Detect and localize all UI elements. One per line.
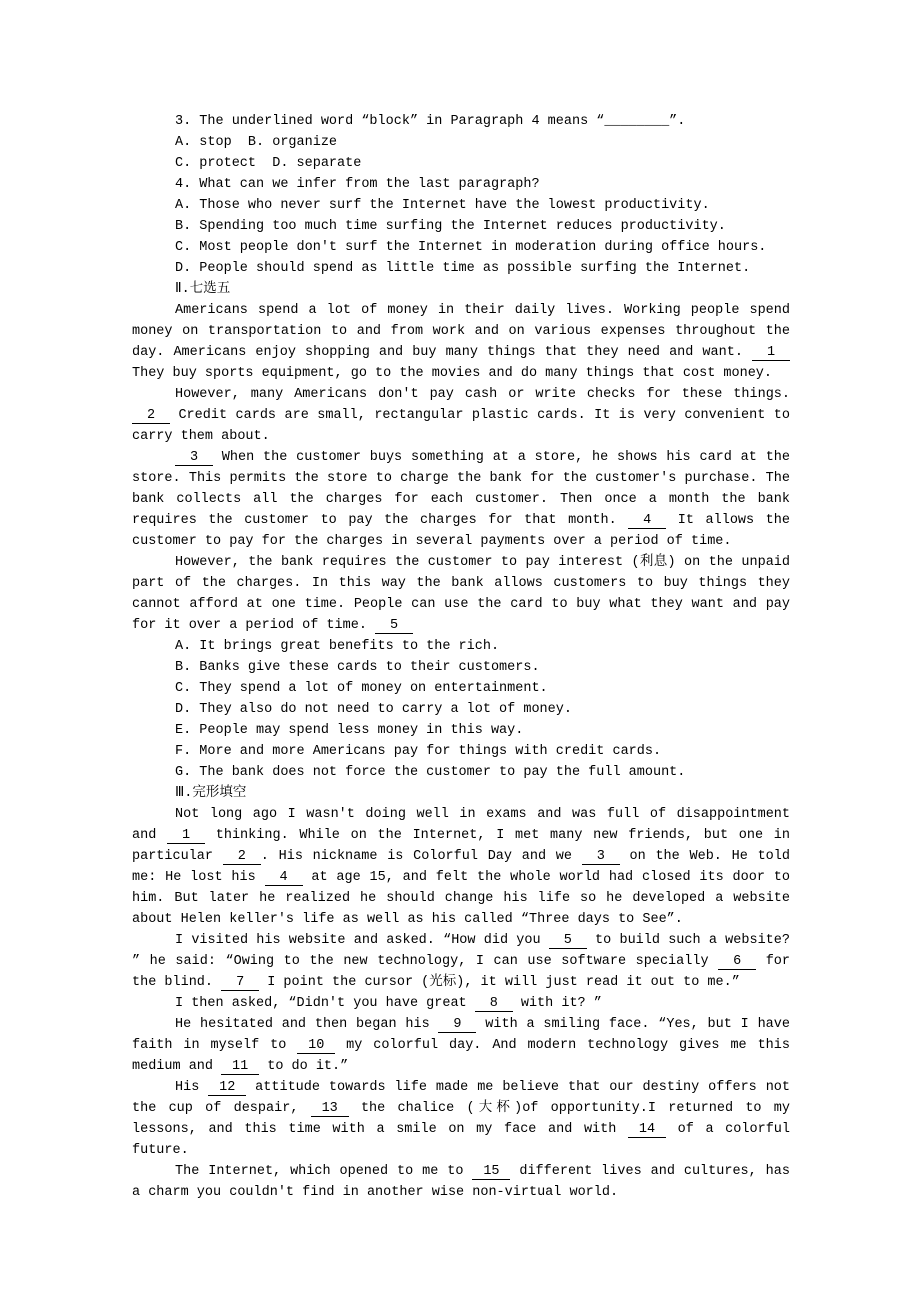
cloze-paragraph: I visited his website and asked. “How did you 5 to build such a website? ” he said: “Owing to the new technology, I can use software specially 6 for the blind. 7 I point the cursor (光标), it will just read it out to me.” bbox=[132, 933, 791, 990]
cloze-blank: 8 bbox=[475, 997, 513, 1012]
cloze-blank: 6 bbox=[718, 955, 756, 970]
option-line: G. The bank does not force the customer to pay the full amount. bbox=[175, 765, 686, 780]
option-line: D. They also do not need to carry a lot of money. bbox=[175, 702, 572, 717]
section-heading-cloze: Ⅲ.完形填空 bbox=[175, 786, 247, 801]
cloze-paragraph: Not long ago I wasn't doing well in exams and was full of disappointment and 1 thinking. While on the Internet, I met many new friends, but one in particular 2 . His nickname is Colorful Day and we 3 on the Web. He told me: He lost his 4 at age 15, and felt the whole world had closed its door to him. But later he realized he should change his life so he developed a website about Helen keller's life as well as his called “Three days to See”. bbox=[132, 807, 791, 927]
cloze-blank: 5 bbox=[549, 934, 587, 949]
cloze-blank: 3 bbox=[582, 850, 620, 865]
cloze-blank: 2 bbox=[223, 850, 261, 865]
option-line: C. Most people don't surf the Internet in moderation during office hours. bbox=[175, 240, 767, 255]
cloze-blank: 2 bbox=[132, 409, 170, 424]
cloze-blank: 5 bbox=[375, 619, 413, 634]
question-line: 4. What can we infer from the last paragraph? bbox=[175, 177, 540, 192]
cloze-blank: 3 bbox=[175, 451, 213, 466]
cloze-blank: 10 bbox=[297, 1039, 335, 1054]
option-line: B. Banks give these cards to their customers. bbox=[175, 660, 540, 675]
cloze-blank: 15 bbox=[472, 1165, 510, 1180]
cloze-blank: 11 bbox=[221, 1060, 259, 1075]
section-heading-seven-choose-five: Ⅱ.七选五 bbox=[175, 282, 231, 297]
cloze-blank: 1 bbox=[167, 829, 205, 844]
cloze-blank: 13 bbox=[311, 1102, 349, 1117]
option-line: B. Spending too much time surfing the Internet reduces productivity. bbox=[175, 219, 726, 234]
passage-paragraph: Americans spend a lot of money in their daily lives. Working people spend money on transportation to and from work and on various expenses throughout the day. Americans enjoy shopping and buy many things that they need and want. 1 They buy sports equipment, go to the movies and do many things that cost money. bbox=[132, 303, 790, 381]
passage-paragraph: However, the bank requires the customer to pay interest (利息) on the unpaid part of the charges. In this way the bank allows customers to buy things they cannot afford at one time. People can use the card to buy what they want and pay for it over a period of time. 5 bbox=[132, 555, 790, 633]
passage-paragraph: 3 When the customer buys something at a store, he shows his card at the store. This permits the store to charge the bank for the customer's purchase. The bank collects all the charges for each customer. Then once a month the bank requires the customer to pay the charges for that month. 4 It allows the customer to pay for the charges in several payments over a period of time. bbox=[132, 450, 790, 549]
cloze-paragraph: The Internet, which opened to me to 15 different lives and cultures, has a charm you couldn't find in another wise non-virtual world. bbox=[132, 1164, 790, 1200]
cloze-paragraph: He hesitated and then began his 9 with a smiling face. “Yes, but I have faith in myself to 10 my colorful day. And modern technology gives me this medium and 11 to do it.” bbox=[132, 1017, 790, 1074]
cloze-blank: 4 bbox=[628, 514, 666, 529]
option-line: F. More and more Americans pay for things with credit cards. bbox=[175, 744, 662, 759]
option-line: C. They spend a lot of money on entertainment. bbox=[175, 681, 548, 696]
option-line: C. protect D. separate bbox=[175, 156, 362, 171]
option-line: E. People may spend less money in this way. bbox=[175, 723, 524, 738]
option-line: A. It brings great benefits to the rich. bbox=[175, 639, 500, 654]
option-line: D. People should spend as little time as possible surfing the Internet. bbox=[175, 261, 751, 276]
cloze-blank: 4 bbox=[265, 871, 303, 886]
cloze-blank: 1 bbox=[752, 346, 790, 361]
cloze-blank: 14 bbox=[628, 1123, 666, 1138]
question-line: 3. The underlined word “block” in Paragraph 4 means “________”. bbox=[175, 114, 686, 129]
option-line: A. stop B. organize bbox=[175, 135, 338, 150]
cloze-blank: 7 bbox=[221, 976, 259, 991]
option-line: A. Those who never surf the Internet have the lowest productivity. bbox=[175, 198, 710, 213]
passage-paragraph: However, many Americans don't pay cash or write checks for these things. 2 Credit cards are small, rectangular plastic cards. It is very convenient to carry them about. bbox=[132, 387, 790, 444]
cloze-paragraph: His 12 attitude towards life made me believe that our destiny offers not the cup of despair, 13 the chalice (大杯)of opportunity.I returned to my lessons, and this time with a smile on my face and with 14 of a colorful future. bbox=[132, 1080, 791, 1158]
cloze-blank: 12 bbox=[208, 1081, 246, 1096]
cloze-blank: 9 bbox=[438, 1018, 476, 1033]
cloze-paragraph: I then asked, “Didn't you have great 8 with it? ” bbox=[175, 996, 602, 1011]
